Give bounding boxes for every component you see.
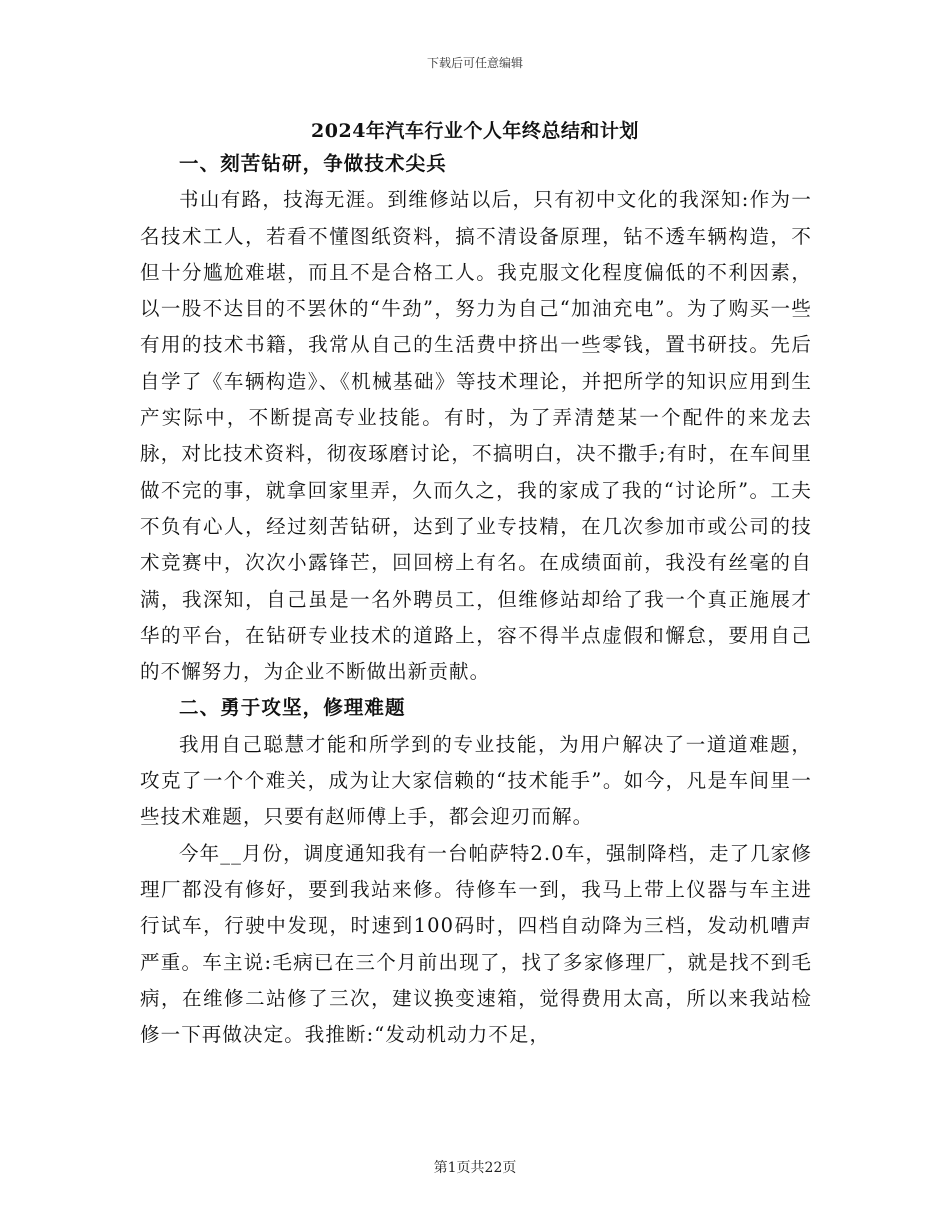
section-heading-1: 一、刻苦钻研，争做技术尖兵 xyxy=(179,152,447,175)
section-heading-2: 二、勇于攻坚，修理难题 xyxy=(179,696,406,720)
document-title: 2024年汽车行业个人年终总结和计划 xyxy=(311,120,639,142)
document-body xyxy=(140,146,812,1053)
section-1-paragraph-1: 书山有路，技海无涯。到维修站以后，只有初中文化的我深知:作为一名技术工人，若看不懂图纸资料，搞不清设备原理，钻不透车辆构造，不但十分尴尬难堪，而且不是合格工人。我克服文化程度偏低的不利因素，以一股不达目的不罢休的“牛劲”，努力为自己“加油充电”。为了购买一些有用的技术书籍，我常从自己的生活费中挤出一些零钱，置书研技。先后自学了《车辆构造》、《机械基础》等技术理论，并把所学的知识应用到生产实际中，不断提高专业技能。有时，为了弄清楚某一个配件的来龙去脉，对比技术资料，彻夜琢磨讨论，不搞明白，决不撒手;有时，在车间里做不完的事，就拿回家里弄，久而久之，我的家成了我的“讨论所”。工夫不负有心人，经过刻苦钻研，达到了业专技精，在几次参加市或公司的技术竞赛中，次次小露锋芒，回回榜上有名。在成绩面前，我没有丝毫的自满，我深知，自己虽是一名外聘员工，但维修站却给了我一个真正施展才华的平台，在钻研专业技术的道路上，容不得半点虚假和懈怠，要用自己的不懈努力，为企业不断做出新贡献。 xyxy=(140,188,812,684)
section-2-paragraph-2: 今年__月份，调度通知我有一台帕萨特2.0车，强制降档，走了几家修理厂都没有修好，要到我站来修。待修车一到，我马上带上仪器与车主进行试车，行驶中发现，时速到100码时，四档自动降为三档，发动机嘈声严重。车主说:毛病已在三个月前出现了，找了多家修理厂，就是找不到毛病，在维修二站修了三次，建议换变速箱，觉得费用太高，所以来我站检修一下再做决定。我推断:“发动机动力不足， xyxy=(140,841,812,1047)
page-header: 下载后可任意编辑 xyxy=(426,56,523,70)
section-2-paragraph-1: 我用自己聪慧才能和所学到的专业技能，为用户解决了一道道难题，攻克了一个个难关，成为让大家信赖的“技术能手”。如今，凡是车间里一些技术难题，只要有赵师傅上手，都会迎刃而解。 xyxy=(140,732,812,829)
page-footer: 第1页共22页 xyxy=(433,1160,517,1176)
